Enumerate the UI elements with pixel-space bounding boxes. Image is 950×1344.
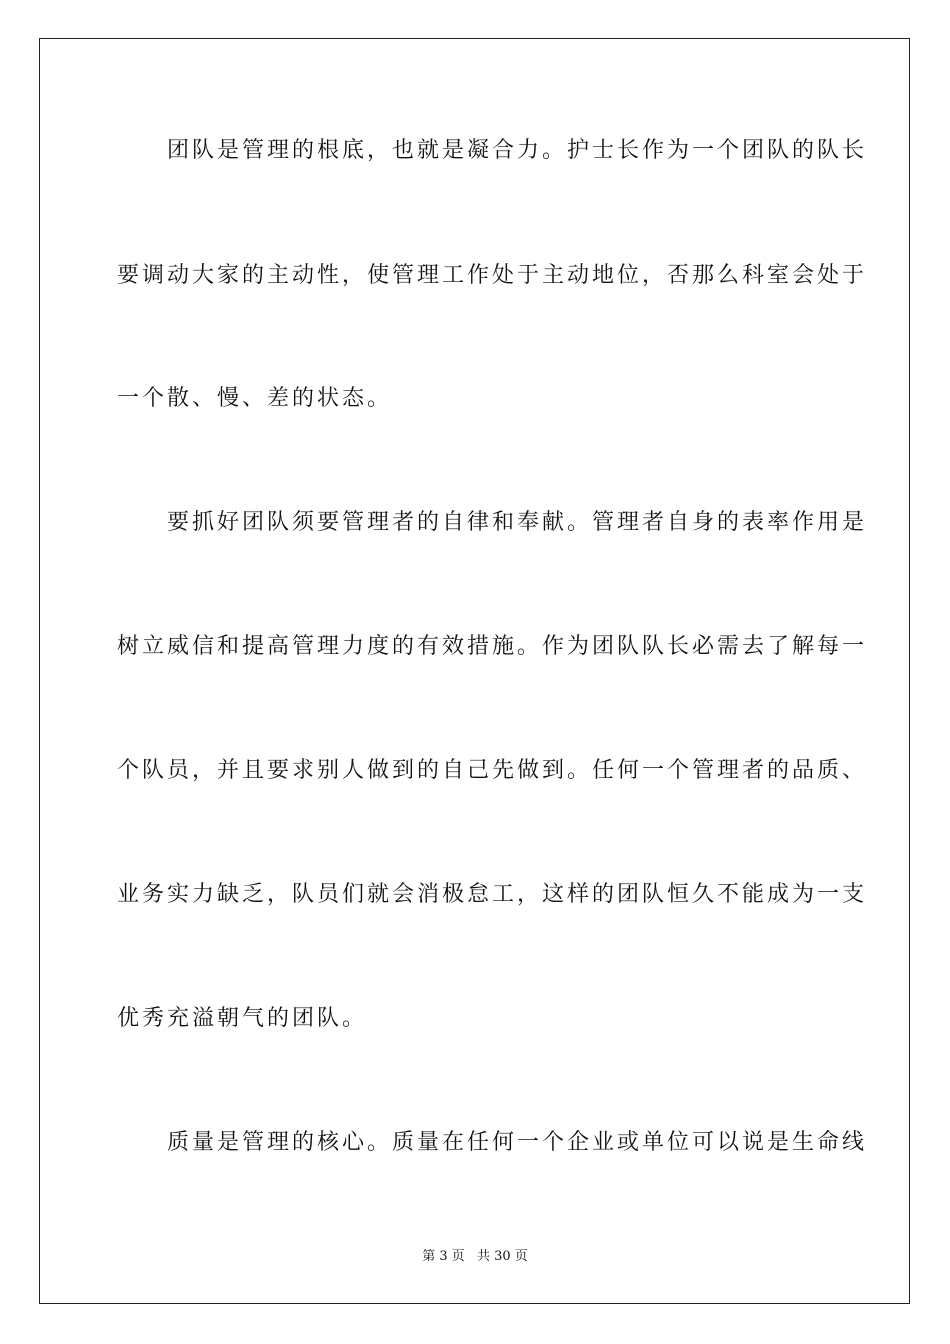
page-number: 第 3 页 — [422, 1249, 465, 1264]
paragraph-line: 树立威信和提高管理力度的有效措施。作为团队队长必需去了解每一 — [117, 634, 868, 659]
paragraph-line: 要调动大家的主动性，使管理工作处于主动地位，否那么科室会处于 — [117, 263, 868, 288]
paragraph-line: 团队是管理的根底，也就是凝合力。护士长作为一个团队的队长 — [117, 138, 868, 163]
paragraph-line: 一个散、慢、差的状态。 — [117, 386, 393, 411]
paragraph-line: 个队员，并且要求别人做到的自己先做到。任何一个管理者的品质、 — [117, 758, 868, 783]
page-footer — [0, 1249, 950, 1265]
paragraph-line: 业务实力缺乏，队员们就会消极怠工，这样的团队恒久不能成为一支 — [117, 882, 868, 907]
paragraph-line: 优秀充溢朝气的团队。 — [117, 1006, 368, 1031]
paragraph-line: 要抓好团队须要管理者的自律和奉献。管理者自身的表率作用是 — [117, 510, 868, 535]
page-total: 共 30 页 — [476, 1249, 528, 1264]
page-border — [39, 38, 910, 1304]
paragraph-line: 质量是管理的核心。质量在任何一个企业或单位可以说是生命线 — [117, 1130, 868, 1155]
